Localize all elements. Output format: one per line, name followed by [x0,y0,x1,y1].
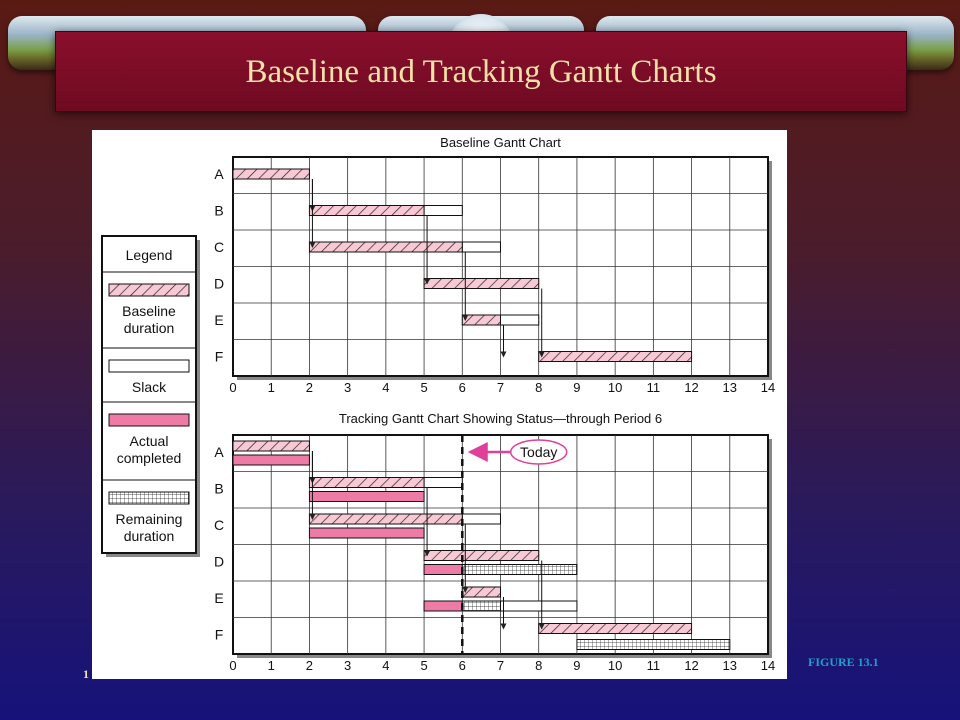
today-label: Today [520,444,558,460]
task-label: E [214,590,224,606]
baseline-bar [462,587,500,597]
actual-bar [424,601,462,611]
x-tick-label: 5 [420,658,428,673]
x-tick-label: 0 [229,380,237,395]
slack-bar [501,601,577,611]
baseline-bar [309,206,424,216]
x-tick-label: 12 [684,380,699,395]
slack-bar [462,242,500,252]
x-tick-label: 14 [760,658,776,673]
slack-bar [424,478,462,488]
x-tick-label: 3 [344,658,352,673]
legend-swatch-actual [109,414,189,426]
task-label: C [213,239,225,255]
figure-label: FIGURE 13.1 [808,655,879,669]
legend [102,236,200,557]
task-label: D [213,275,225,292]
task-label: D [213,553,225,570]
x-tick-label: 7 [496,380,505,395]
task-label: C [213,517,225,533]
x-tick-label: 8 [535,380,543,395]
legend-label-actual: Actual [129,433,169,449]
baseline-bar [424,279,539,289]
x-tick-label: 13 [722,380,738,395]
x-tick-label: 2 [305,658,314,673]
x-tick-label: 3 [344,380,352,395]
legend-swatch-baseline [109,284,189,296]
actual-bar [309,528,424,538]
chart-title: Baseline Gantt Chart [440,135,561,150]
remaining-bar [462,565,577,575]
baseline-bar [539,352,692,362]
actual-bar [424,565,462,575]
remaining-bar [462,601,500,611]
baseline-bar [539,624,692,634]
baseline-gantt-chart [214,135,775,395]
title-bar [55,31,907,112]
x-tick-label: 12 [684,658,699,673]
tracking-gantt-chart [214,411,775,673]
baseline-bar [233,441,309,451]
legend-label-remaining: duration [123,528,175,544]
x-tick-label: 9 [573,658,581,673]
baseline-bar [424,551,539,561]
remaining-bar [577,640,730,650]
x-tick-label: 6 [458,380,466,395]
x-tick-label: 14 [760,380,776,395]
slack-bar [462,514,500,524]
baseline-bar [309,514,462,524]
figure-panel [92,130,787,679]
x-tick-label: 4 [382,380,390,395]
slack-bar [424,206,462,216]
x-tick-label: 10 [607,380,623,395]
task-label: B [214,202,224,219]
legend-label-actual: completed [116,450,182,466]
x-tick-label: 11 [646,658,661,673]
legend-label-remaining: Remaining [115,511,183,527]
baseline-bar [233,169,309,179]
task-label: F [214,626,224,643]
task-label: E [214,312,224,328]
baseline-bar [309,242,462,252]
legend-swatch-slack [109,360,189,372]
page-number: 1 [83,667,89,681]
legend-title: Legend [125,247,173,263]
task-label: B [214,480,224,497]
x-tick-label: 6 [458,658,466,673]
task-label: A [214,166,224,182]
slack-bar [501,315,539,325]
x-tick-label: 13 [722,658,738,673]
gantt-figure [92,130,787,679]
chart-title: Tracking Gantt Chart Showing Status—through Period 6 [338,411,663,426]
actual-bar [233,455,309,465]
baseline-bar [462,315,500,325]
legend-label-slack: Slack [131,379,167,395]
x-tick-label: 9 [573,380,581,395]
x-tick-label: 1 [267,658,275,673]
legend-label-baseline: Baseline [122,303,176,319]
x-tick-label: 1 [267,380,275,395]
x-tick-label: 5 [420,380,428,395]
x-tick-label: 4 [382,658,390,673]
actual-bar [309,492,424,502]
legend-swatch-remaining [109,492,189,504]
x-tick-label: 7 [496,658,505,673]
x-tick-label: 10 [607,658,623,673]
slide-title: Baseline and Tracking Gantt Charts [245,54,717,90]
x-tick-label: 11 [646,380,661,395]
task-label: A [214,444,224,460]
legend-label-baseline: duration [123,320,175,336]
baseline-bar [309,478,424,488]
x-tick-label: 2 [305,380,314,395]
task-label: F [214,348,224,365]
x-tick-label: 0 [229,658,237,673]
x-tick-label: 8 [535,658,543,673]
